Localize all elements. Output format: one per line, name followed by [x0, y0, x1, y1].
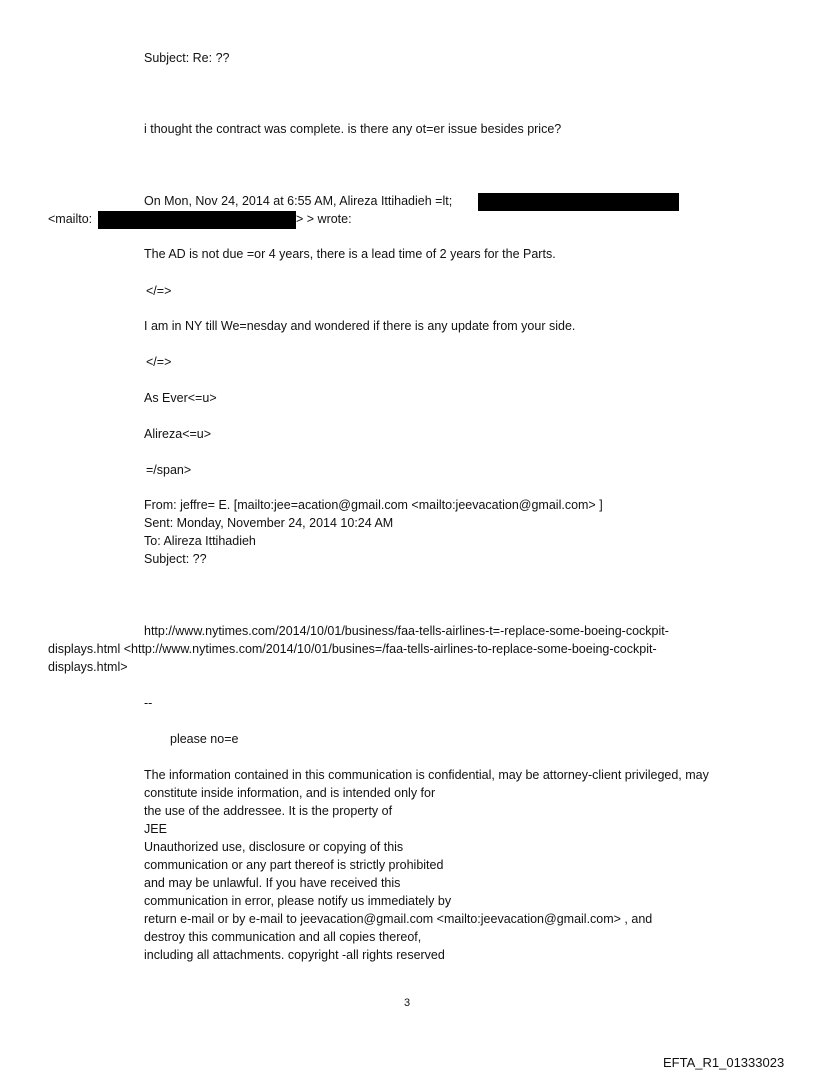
reply-body-text: i thought the contract was complete. is there any ot=er issue besides price?	[144, 122, 562, 136]
closing-as-ever: As Ever<=u>	[144, 391, 217, 405]
please-note: please no=e	[170, 732, 239, 746]
disclaimer-line: communication or any part thereof is strictly prohibited	[144, 858, 444, 872]
redaction-bar-email-1	[478, 193, 679, 211]
disclaimer-line: The information contained in this communication is confidential, may be attorney-client privileged, may	[144, 768, 709, 782]
disclaimer-line: destroy this communication and all copies thereof,	[144, 930, 422, 944]
markup-artifact: </=>	[146, 355, 172, 369]
paragraph-ad: The AD is not due =or 4 years, there is a lead time of 2 years for the Parts.	[144, 247, 556, 261]
quote-header-wrote: > > wrote:	[296, 212, 352, 226]
markup-artifact: =/span>	[146, 463, 192, 477]
disclaimer-line: return e-mail or by e-mail to jeevacation@gmail.com <mailto:jeevacation@gmail.com> , and	[144, 912, 653, 926]
orig-from: From: jeffre= E. [mailto:jee=acation@gmail.com <mailto:jeevacation@gmail.com> ]	[144, 498, 603, 512]
disclaimer-line: JEE	[144, 822, 167, 836]
url-line: displays.html>	[48, 660, 128, 674]
orig-subject: Subject: ??	[144, 552, 207, 566]
subject-line: Subject: Re: ??	[144, 51, 230, 65]
disclaimer-line: constitute inside information, and is intended only for	[144, 786, 436, 800]
markup-artifact: </=>	[146, 284, 172, 298]
redaction-bar-email-2	[98, 211, 296, 229]
disclaimer-line: Unauthorized use, disclosure or copying of this	[144, 840, 404, 854]
signature-separator: --	[144, 696, 153, 710]
page-number: 3	[404, 997, 411, 1009]
paragraph-ny: I am in NY till We=nesday and wondered if there is any update from your side.	[144, 319, 576, 333]
orig-sent: Sent: Monday, November 24, 2014 10:24 AM	[144, 516, 394, 530]
disclaimer-line: and may be unlawful. If you have received this	[144, 876, 401, 890]
quote-header-mailto: <mailto:	[48, 212, 93, 226]
orig-to: To: Alireza Ittihadieh	[144, 534, 256, 548]
closing-name: Alireza<=u>	[144, 427, 212, 441]
bates-number: EFTA_R1_01333023	[663, 1055, 785, 1070]
url-line: http://www.nytimes.com/2014/10/01/business/faa-tells-airlines-t=-replace-some-boeing-cockpit-	[144, 624, 669, 638]
disclaimer-line: the use of the addressee. It is the property of	[144, 804, 393, 818]
disclaimer-line: communication in error, please notify us immediately by	[144, 894, 452, 908]
disclaimer-line: including all attachments. copyright -all rights reserved	[144, 948, 445, 962]
url-line: displays.html <http://www.nytimes.com/2014/10/01/busines=/faa-tells-airlines-to-replace-some-boeing-cockpit-	[48, 642, 657, 656]
quote-header: On Mon, Nov 24, 2014 at 6:55 AM, Alireza Ittihadieh =lt;	[144, 194, 453, 208]
disclaimer	[144, 766, 709, 964]
original-message-header	[144, 496, 603, 568]
